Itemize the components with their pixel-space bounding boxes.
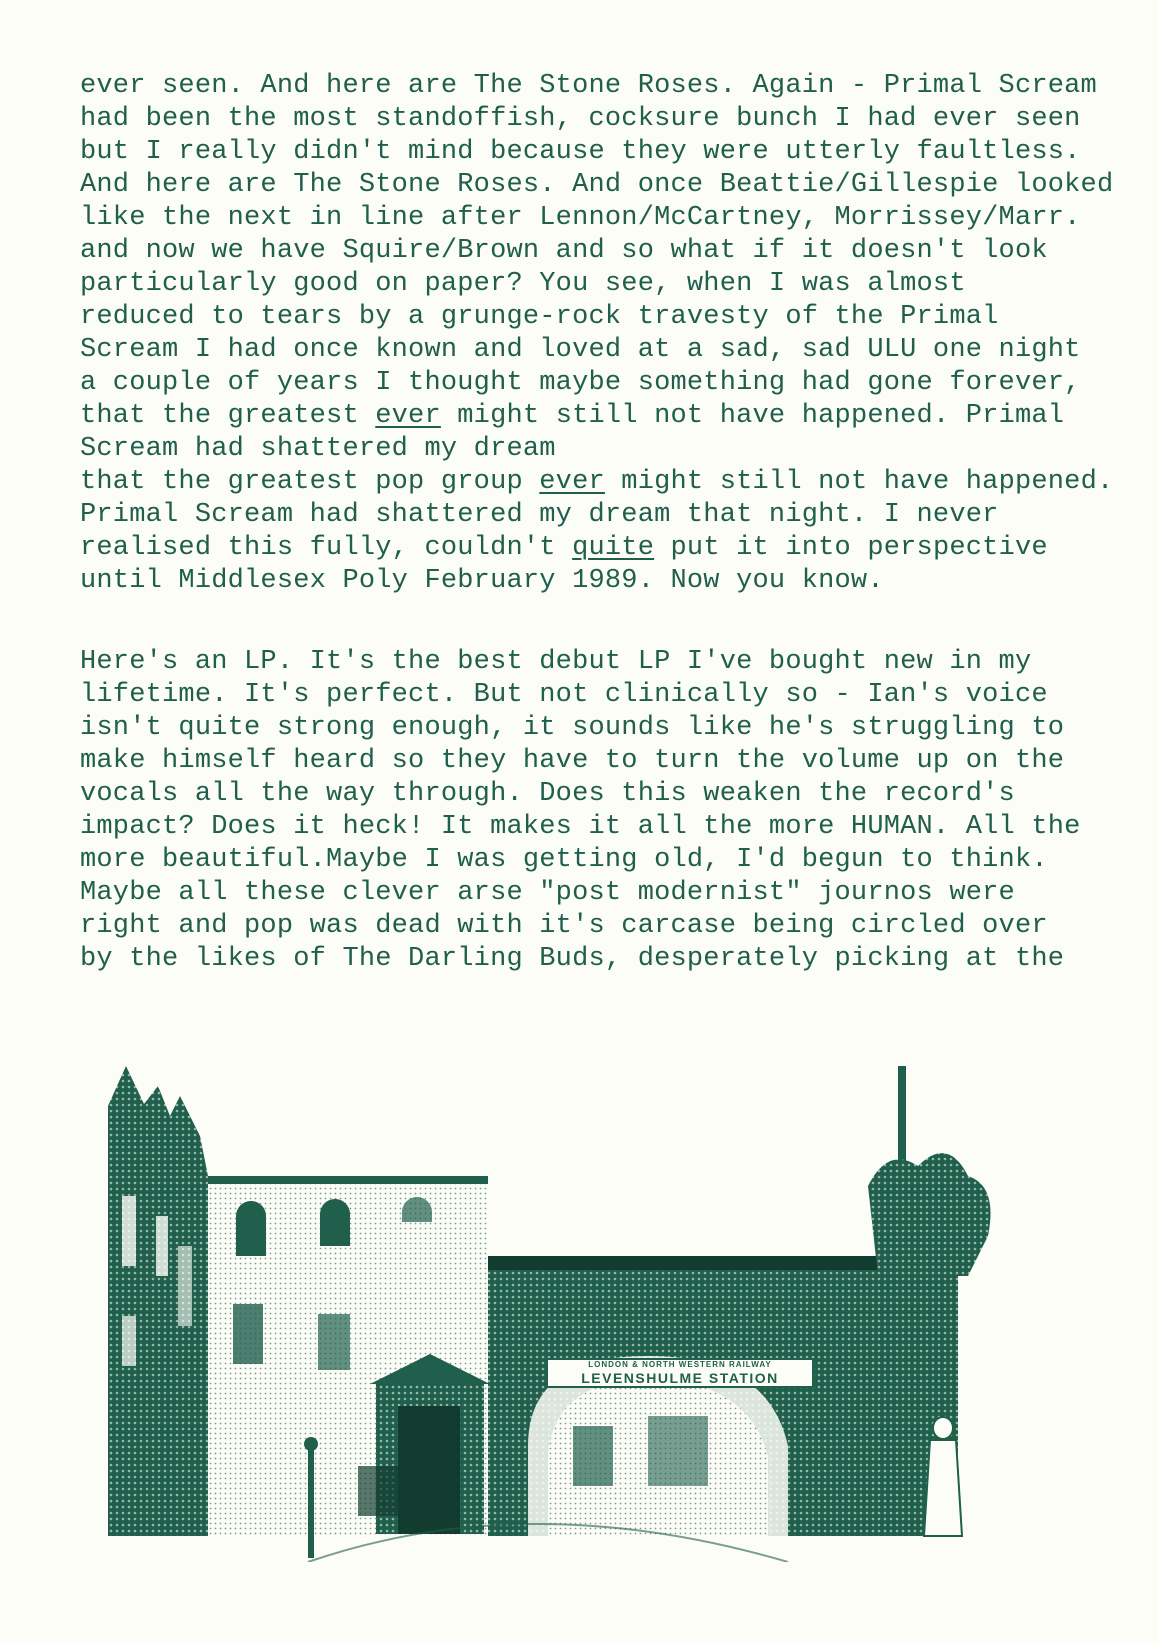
text-line: reduced to tears by a grunge-rock travesty of the Primal (80, 302, 999, 332)
pedestrian-figure (933, 1417, 953, 1439)
text-line: more beautiful.Maybe I was getting old, I'd begun to think. (80, 845, 1048, 875)
text-line (80, 400, 1130, 433)
paragraph-stone-roses (80, 70, 1130, 598)
text-line: like the next in line after Lennon/McCartney, Morrissey/Marr. (80, 203, 1081, 233)
text-line: until Middlesex Poly February 1989. Now you know. (80, 566, 884, 596)
arched-window (236, 1201, 266, 1256)
text-line: lifetime. It's perfect. But not clinically so - Ian's voice (80, 680, 1048, 710)
text-line: Here's an LP. It's the best debut LP I've bought new in my (80, 647, 1032, 677)
text-line: had been the most standoffish, cocksure bunch I had ever seen (80, 104, 1081, 134)
text-line: right and pop was dead with it's carcase being circled over (80, 911, 1048, 941)
text-line: ever seen. And here are The Stone Roses. Again - Primal Scream (80, 71, 1097, 101)
sign-station-name: LEVENSHULME STATION (581, 1370, 779, 1386)
text-line: isn't quite strong enough, it sounds like he's struggling to (80, 713, 1065, 743)
underlined-word: ever (375, 401, 441, 431)
text-segment: that the greatest (80, 401, 376, 431)
station-photo (108, 1066, 1003, 1562)
lamp-post (308, 1448, 314, 1558)
underlined-word: ever (539, 467, 605, 497)
text-line: And here are The Stone Roses. And once Beattie/Gillespie looked (80, 170, 1114, 200)
text-line: a couple of years I thought maybe something had gone forever, (80, 368, 1081, 398)
underlined-word: quite (572, 533, 655, 563)
text-segment: put it into perspective (654, 533, 1048, 563)
text-line: particularly good on paper? You see, when I was almost (80, 269, 966, 299)
paragraph-debut-lp (80, 646, 1130, 976)
station-sign (546, 1358, 814, 1388)
text-line: vocals all the way through. Does this weaken the record's (80, 779, 1015, 809)
text-line: impact? Does it heck! It makes it all the more HUMAN. All the (80, 812, 1081, 842)
text-segment: might still not have happened. (604, 467, 1114, 497)
text-line: Primal Scream had shattered my dream that night. I never (80, 500, 999, 530)
text-line: make himself heard so they have to turn the volume up on the (80, 746, 1065, 776)
text-segment: that the greatest pop group (80, 467, 540, 497)
gothic-building (108, 1066, 208, 1536)
text-line (80, 466, 1130, 499)
text-segment: might still not have happened. Primal (440, 401, 1065, 431)
text-line: and now we have Squire/Brown and so what if it doesn't look (80, 236, 1048, 266)
text-segment: realised this fully, couldn't (80, 533, 573, 563)
text-line (80, 532, 1130, 565)
text-line: Scream I had once known and loved at a sad, sad ULU one night (80, 335, 1081, 365)
text-line: Scream had shattered my dream (80, 434, 556, 464)
text-line: but I really didn't mind because they were utterly faultless. (80, 137, 1081, 167)
horse-cart (358, 1466, 418, 1516)
tree (868, 1153, 991, 1276)
sign-railway-name: LONDON & NORTH WESTERN RAILWAY (588, 1360, 772, 1369)
arched-window (320, 1199, 350, 1246)
station-illustration (108, 1066, 1003, 1562)
text-line: by the likes of The Darling Buds, desperately picking at the (80, 944, 1065, 974)
text-line: Maybe all these clever arse "post modernist" journos were (80, 878, 1015, 908)
